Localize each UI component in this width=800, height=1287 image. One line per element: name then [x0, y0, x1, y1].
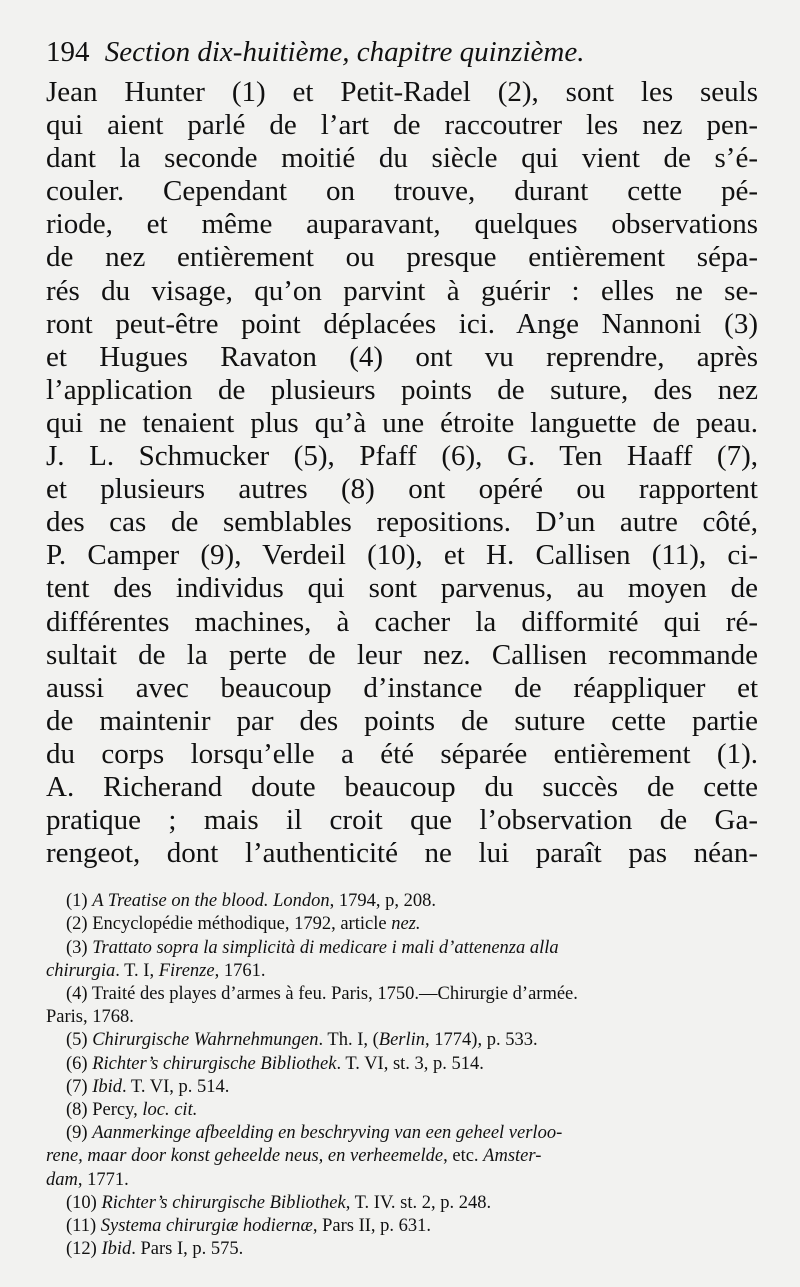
body-line: de maintenir par des points de suture cette partie — [46, 704, 758, 737]
body-line: de nez entièrement ou presque entièrement sépa- — [46, 241, 758, 274]
footnote-line — [46, 1122, 758, 1145]
footnote-text: , 1761. — [214, 960, 266, 981]
body-line: du corps lorsqu’elle a été séparée entièrement (1). — [46, 737, 758, 770]
footnotes — [46, 890, 758, 1261]
body-line: J. L. Schmucker (5), Pfaff (6), G. Ten Haaff (7), — [46, 440, 758, 473]
body-line: rengeot, dont l’authenticité ne lui paraît pas néan- — [46, 837, 758, 870]
footnote-line — [46, 1099, 758, 1122]
footnote-text: Encyclopédie méthodique, 1792, article — [92, 914, 392, 935]
footnote-text: chirurgia — [46, 960, 116, 981]
footnote-text: Ibid — [92, 1076, 123, 1097]
body-line: rés du visage, qu’on parvint à guérir : elles ne se- — [46, 274, 758, 307]
body-line: Jean Hunter (1) et Petit-Radel (2), sont les seuls — [46, 76, 758, 108]
footnote-number: (9) — [66, 1123, 93, 1144]
footnote-text: , 1774), p. 533. — [425, 1030, 538, 1051]
footnote-line — [46, 1169, 758, 1192]
footnote-text: . T. VI, st. 3, p. 514. — [336, 1053, 484, 1074]
footnote-text: Firenze — [158, 960, 215, 981]
footnote-line — [46, 1238, 758, 1261]
footnote-text: , etc. — [443, 1146, 484, 1167]
body-line: aussi avec beaucoup d’instance de réappliquer et — [46, 671, 758, 704]
running-head — [46, 30, 758, 76]
body-line: sultait de la perte de leur nez. Callisen recommande — [46, 638, 758, 671]
body-line: A. Richerand doute beaucoup du succès de cette — [46, 770, 758, 803]
body-line: dant la seconde moitié du siècle qui vient de s’é- — [46, 142, 758, 175]
footnote-line — [46, 983, 758, 1006]
footnote-number: (8) — [66, 1100, 93, 1121]
footnote-text: , T. IV. st. 2, p. 248. — [345, 1192, 492, 1213]
footnote-line — [46, 1006, 758, 1029]
footnote-text: Chirurgische Wahrnehmungen — [92, 1030, 319, 1051]
footnote-number: (3) — [66, 937, 93, 958]
footnote-line — [46, 913, 758, 936]
footnote-line — [46, 1029, 758, 1052]
body-line: et plusieurs autres (8) ont opéré ou rapportent — [46, 473, 758, 506]
footnote-text: , Pars II, p. 631. — [312, 1216, 432, 1237]
footnote-text: Systema chirurgiæ hodiernæ — [100, 1216, 313, 1237]
footnote-text: Paris, 1768. — [46, 1007, 134, 1028]
footnote-text: . T. I, — [115, 960, 159, 981]
footnote-number: (6) — [66, 1053, 93, 1074]
body-line: couler. Cependant on trouve, durant cette pé- — [46, 175, 758, 208]
footnote-text: dam — [46, 1169, 78, 1190]
footnote-line — [46, 1215, 758, 1238]
footnote-number: (11) — [66, 1216, 101, 1237]
body-line: tent des individus qui sont parvenus, au moyen de — [46, 572, 758, 605]
footnote-text: . T. VI, p. 514. — [122, 1076, 230, 1097]
footnote-text: Ibid — [101, 1239, 132, 1260]
footnote-text: Aanmerkinge afbeelding en beschryving van een geheel verloo- — [92, 1123, 563, 1144]
body-line: P. Camper (9), Verdeil (10), et H. Callisen (11), ci- — [46, 539, 758, 572]
footnote-line — [46, 1145, 758, 1168]
body-line: riode, et même auparavant, quelques observations — [46, 208, 758, 241]
footnote-text: Berlin — [378, 1030, 426, 1051]
footnote-number: (2) — [66, 914, 93, 935]
page-number: 194 — [46, 36, 90, 68]
body-line: l’application de plusieurs points de suture, des nez — [46, 373, 758, 406]
footnote-text: , 1771. — [77, 1169, 129, 1190]
footnote-line — [46, 1192, 758, 1215]
footnote-number: (10) — [66, 1192, 102, 1213]
footnote-text: Percy, — [92, 1100, 143, 1121]
footnote-text: Richter’s chirurgische Bibliothek — [92, 1053, 337, 1074]
footnote-text: Amster- — [483, 1146, 542, 1167]
body-text — [46, 76, 758, 870]
footnote-text: rene, maar door konst geheelde neus, en verheemelde — [46, 1146, 444, 1167]
footnote-line — [46, 960, 758, 983]
body-line: des cas de semblables repositions. D’un autre côté, — [46, 506, 758, 539]
footnote-number: (5) — [66, 1030, 93, 1051]
footnote-text: loc. cit. — [142, 1100, 198, 1121]
body-line: pratique ; mais il croit que l’observation de Ga- — [46, 804, 758, 837]
body-line: différentes machines, à cacher la difformité qui ré- — [46, 605, 758, 638]
footnote-line — [46, 1076, 758, 1099]
footnote-text: Traité des playes d’armes à feu. Paris, 1750.—Chirurgie d’armée. — [91, 984, 578, 1005]
chapter-title: Section dix-huitième, chapitre quinzième. — [104, 36, 585, 68]
footnote-number: (7) — [66, 1076, 93, 1097]
footnote-text: A Treatise on the blood. London — [92, 891, 330, 912]
footnote-number: (12) — [66, 1239, 102, 1260]
footnote-line — [46, 890, 758, 913]
footnote-line — [46, 937, 758, 960]
body-line: qui aient parlé de l’art de raccoutrer les nez pen- — [46, 109, 758, 142]
body-line: ront peut-être point déplacées ici. Ange Nannoni (3) — [46, 307, 758, 340]
body-line: et Hugues Ravaton (4) ont vu reprendre, après — [46, 340, 758, 373]
footnote-text: . Pars I, p. 575. — [131, 1239, 244, 1260]
footnote-text: Trattato sopra la simplicità di medicare i mali d’attenenza alla — [92, 937, 559, 958]
footnote-number: (4) — [66, 984, 92, 1005]
footnote-text: Richter’s chirurgische Bibliothek — [101, 1192, 346, 1213]
body-line: qui ne tenaient plus qu’à une étroite languette de peau. — [46, 406, 758, 439]
footnote-text: , 1794, p, 208. — [329, 891, 437, 912]
footnote-text: nez. — [391, 914, 421, 935]
footnote-line — [46, 1053, 758, 1076]
footnote-text: . Th. I, ( — [318, 1030, 379, 1051]
footnote-number: (1) — [66, 891, 93, 912]
